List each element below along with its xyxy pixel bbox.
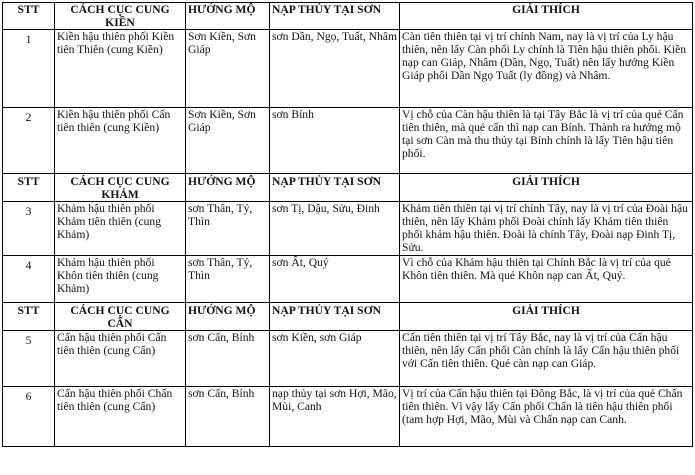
huong-mo-cell: Sơn Kiền, Sơn Giáp (186, 108, 270, 174)
giai-thich-cell: Cấn tiên thiên tại vị trí Tây Bắc, nay là vị trí của Cấn hậu thiên, nên lấy Cấn phối Càn chính là lấy Cấn hậu thiên phối với Cấn tiên thiên. Quẻ càn nạp can Giáp. (400, 331, 693, 387)
section-header-row (3, 174, 693, 202)
cach-cuc-cell: Kiền hậu thiên phối Cấn tiên thiên (cung Kiền) (55, 108, 186, 174)
huong-mo-header: HƯỚNG MỘ (186, 303, 270, 331)
giai-thich-cell: Càn tiên thiên tại vị trí chính Nam, nay là vị trí của Ly hậu thiên, nên lấy Càn phối Ly chính là Tiên hậu thiên phối. Kiền nạp can Giáp, Nhâm (Dần, Ngọ, Tuất) nên lấy hướng Kiền Giáp phối Dần Ngọ Tuất (ly đồng) và Nhâm. (400, 30, 693, 108)
giai-thich-cell: Vị trí của Cấn hậu thiên tại Đông Bắc, là vị trí của quẻ Chấn tiên thiên. Vì vậy lấy Cấn phối Chấn là tiên hậu thiên phối (tam hợp Hợi, Mão, Mùi và Chấn nạp can Canh. (400, 387, 693, 447)
giai-thich-header: GIẢI THÍCH (400, 3, 693, 30)
stt-cell: 6 (3, 387, 55, 447)
nap-thuy-cell: sơn Ất, Quý (270, 256, 400, 303)
giai-thich-cell: Vị chỗ của Càn hậu thiên là tại Tây Bắc là vị trí của quẻ Cấn tiên thiên, mà quẻ cấn thì nạp can Bính. Thành ra hướng mộ tại sơn Càn mà thu thủy tại Bính chính là lấy Tiên hậu tiên phối. (400, 108, 693, 174)
cach-cuc-header: CÁCH CỤC CUNG KIỀN (55, 3, 186, 30)
stt-header: STT (3, 303, 55, 331)
cach-cuc-header: CÁCH CỤC CUNG CẤN (55, 303, 186, 331)
nap-thuy-cell: sơn Bính (270, 108, 400, 174)
cach-cuc-cell: Khảm hậu thiên phối Khôn tiên thiên (cung Khảm) (55, 256, 186, 303)
cach-cuc-cell: Kiền hậu thiên phối Kiền tiên Thiên (cung Kiền) (55, 30, 186, 108)
stt-cell: 4 (3, 256, 55, 303)
table-row (3, 202, 693, 256)
huong-mo-cell: sơn Cấn, Bính (186, 387, 270, 447)
giai-thich-header: GIẢI THÍCH (400, 303, 693, 331)
nap-thuy-header: NẠP THỦY TẠI SƠN (270, 303, 400, 331)
table-row (3, 30, 693, 108)
cach-cuc-cell: Cấn hậu thiên phối Chấn tiên thiên (cung Cấn) (55, 387, 186, 447)
huong-mo-cell: sơn Thân, Tý, Thìn (186, 202, 270, 256)
stt-cell: 1 (3, 30, 55, 108)
cach-cuc-cell: Khảm hậu thiên phối Khảm tiên thiên (cung Khảm) (55, 202, 186, 256)
table-row (3, 387, 693, 447)
huong-mo-cell: sơn Thân, Tý, Thìn (186, 256, 270, 303)
table-row (3, 331, 693, 387)
huong-mo-header: HƯỚNG MỘ (186, 174, 270, 202)
huong-mo-cell: sơn Cấn, Bính (186, 331, 270, 387)
nap-thuy-header: NẠP THỦY TẠI SƠN (270, 174, 400, 202)
table-row (3, 108, 693, 174)
nap-thuy-cell: sơn Dần, Ngọ, Tuất, Nhâm (270, 30, 400, 108)
nap-thuy-cell: sơn Tị, Dậu, Sửu, Đinh (270, 202, 400, 256)
stt-header: STT (3, 3, 55, 30)
feng-shui-table (2, 2, 693, 447)
section-header-row (3, 303, 693, 331)
stt-header: STT (3, 174, 55, 202)
giai-thich-cell: Vì chỗ của Khảm hậu thiên tại Chính Bắc là vị trí của quẻ Khôn tiên thiên. Mà quẻ Khôn nạp can Ất, Quý. (400, 256, 693, 303)
section-header-row (3, 3, 693, 30)
giai-thich-header: GIẢI THÍCH (400, 174, 693, 202)
cach-cuc-header: CÁCH CỤC CUNG KHẢM (55, 174, 186, 202)
cach-cuc-cell: Cấn hậu thiên phối Cấn tiên thiên (cung Cấn) (55, 331, 186, 387)
nap-thuy-header: NẠP THỦY TẠI SƠN (270, 3, 400, 30)
huong-mo-header: HƯỚNG MỘ (186, 3, 270, 30)
huong-mo-cell: Sơn Kiền, Sơn Giáp (186, 30, 270, 108)
stt-cell: 3 (3, 202, 55, 256)
stt-cell: 2 (3, 108, 55, 174)
giai-thich-cell: Khảm tiên thiên tại vị trí chính Tây, nay là vị trí của Đoài hậu thiên, nên lấy Khảm phối Đoài chính lấy Khảm tiên thiên phối khảm hậu thiên. Đoài là chính Tây, Đoài nạp Đinh Tị, Sửu. (400, 202, 693, 256)
nap-thuy-cell: nạp thủy tại sơn Hợi, Mão, Mùi, Canh (270, 387, 400, 447)
nap-thuy-cell: sơn Kiền, sơn Giáp (270, 331, 400, 387)
table-row (3, 256, 693, 303)
stt-cell: 5 (3, 331, 55, 387)
